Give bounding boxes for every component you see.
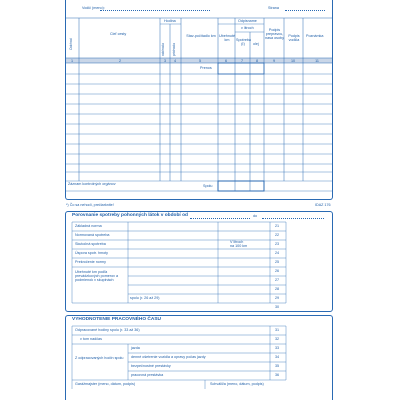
col-ciel-header: Cieľ cesty <box>110 32 127 36</box>
col-number: 6 <box>224 58 228 63</box>
col-podpis-vodica-header: Podpis vodiča <box>288 34 300 42</box>
form-code: IDAZ 176 <box>315 203 331 207</box>
work-row-label: bezpečnostné prestávky <box>131 364 171 368</box>
fuel-row-number: 22 <box>275 233 280 237</box>
footnote: *) Čo sa nehodí, prečiarknite! <box>66 203 114 207</box>
fuel-row-number: 27 <box>275 278 280 282</box>
fuel-row-number: 29 <box>275 296 280 300</box>
fuel-row-number: 25 <box>275 260 280 264</box>
col-hodina-header: Hodina <box>164 19 176 23</box>
col-hodina-odchodu: odchodu <box>161 43 165 56</box>
col-number: 2 <box>118 58 122 63</box>
footer-kontrolne-organy: Záznam kontrolných orgánov <box>68 182 116 186</box>
na-100km-label: na 100 km <box>230 244 248 248</box>
col-number: 5 <box>198 58 202 63</box>
fuel-row-label: Skutočná spotreba <box>75 242 106 246</box>
prenos-label: Prenos <box>200 66 212 70</box>
work-time-title: VYHODNOTENIE PRACOVNÉHO ČASU <box>72 317 162 322</box>
col-number: 10 <box>290 58 296 63</box>
work-row-label: Odpracované hodiny spolu (r. 33 až 36) <box>75 328 140 332</box>
col-number: 3 <box>163 58 167 63</box>
fuel-row-number: 30 <box>275 305 280 309</box>
col-number: 9 <box>272 58 276 63</box>
col-stav-header: Stav-počítadlo km <box>186 34 216 38</box>
work-row-number: 36 <box>275 373 280 377</box>
garaz-signature-label: Garážmajster (meno, dátum, podpis) <box>75 382 136 386</box>
spolu-label: Spolu <box>203 184 213 188</box>
col-poznamka-header: Poznámka <box>306 34 324 38</box>
col-odchod-header: Odchod <box>69 38 73 50</box>
fuel-row-number: 21 <box>275 224 280 228</box>
work-row-label: denné ošetrenie vozidla a opravy počas jazdy <box>131 355 206 359</box>
col-number: 8 <box>255 58 259 63</box>
col-olej-header: olej <box>253 42 259 46</box>
fuel-comparison-title: Porovnanie spotreby pohonných látok v období od <box>72 213 188 218</box>
fuel-row-label: Úspora spotr. hmoty <box>75 251 108 255</box>
fuel-row-label: spolu (r. 26 až 29) <box>130 296 160 300</box>
work-row-label: pracovná prestávka <box>131 373 164 377</box>
work-row-label: jazda <box>131 346 140 350</box>
z-odpracovanych-label: Z odpracovaných hodín spolu <box>75 356 124 360</box>
col-podpis-prepravcu-header: Podpis prepravcu, nasa osoby <box>265 28 284 40</box>
col-odpisname-header: Odpisname <box>238 19 257 23</box>
v-litroch-label: V litroch <box>230 240 244 244</box>
fuel-row-number: 26 <box>275 269 280 273</box>
ubehnute-km-label: Ubehnuté km podľa prevádzkových pomerov a podmienok v skupinách <box>75 270 119 282</box>
fuel-row-label: Základná norma <box>75 224 102 228</box>
col-v-litroch-header: v litroch <box>241 26 254 30</box>
fuel-row-number: 23 <box>275 242 280 246</box>
work-row-label: v tom nadčas <box>80 337 102 341</box>
work-row-number: 33 <box>275 346 280 350</box>
fuel-row-number: 24 <box>275 251 280 255</box>
work-row-number: 34 <box>275 355 280 359</box>
col-number: 4 <box>173 58 177 63</box>
page-label: Strana <box>268 6 279 10</box>
work-row-number: 35 <box>275 364 280 368</box>
col-number: 7 <box>240 58 244 63</box>
work-row-number: 31 <box>275 328 280 332</box>
col-number: 1 <box>70 58 74 63</box>
fuel-row-label: Prekročenie normy <box>75 260 106 264</box>
fuel-row-number: 28 <box>275 287 280 291</box>
col-hodina-prichodu: príchodu <box>172 43 176 56</box>
fuel-row-label: Normovaná spotreba <box>75 233 110 237</box>
period-to-label: do <box>253 214 258 218</box>
driver-label: Vodič (meno): <box>82 6 105 10</box>
col-number: 11 <box>315 58 319 63</box>
col-ubehnute-header: Ubehnuté km <box>219 34 235 42</box>
work-row-number: 32 <box>275 337 280 341</box>
col-spotreba-header: Spotreba (ℓ) <box>236 38 251 46</box>
schvalil-signature-label: Schválil/a (meno, dátum, podpis) <box>210 382 264 386</box>
